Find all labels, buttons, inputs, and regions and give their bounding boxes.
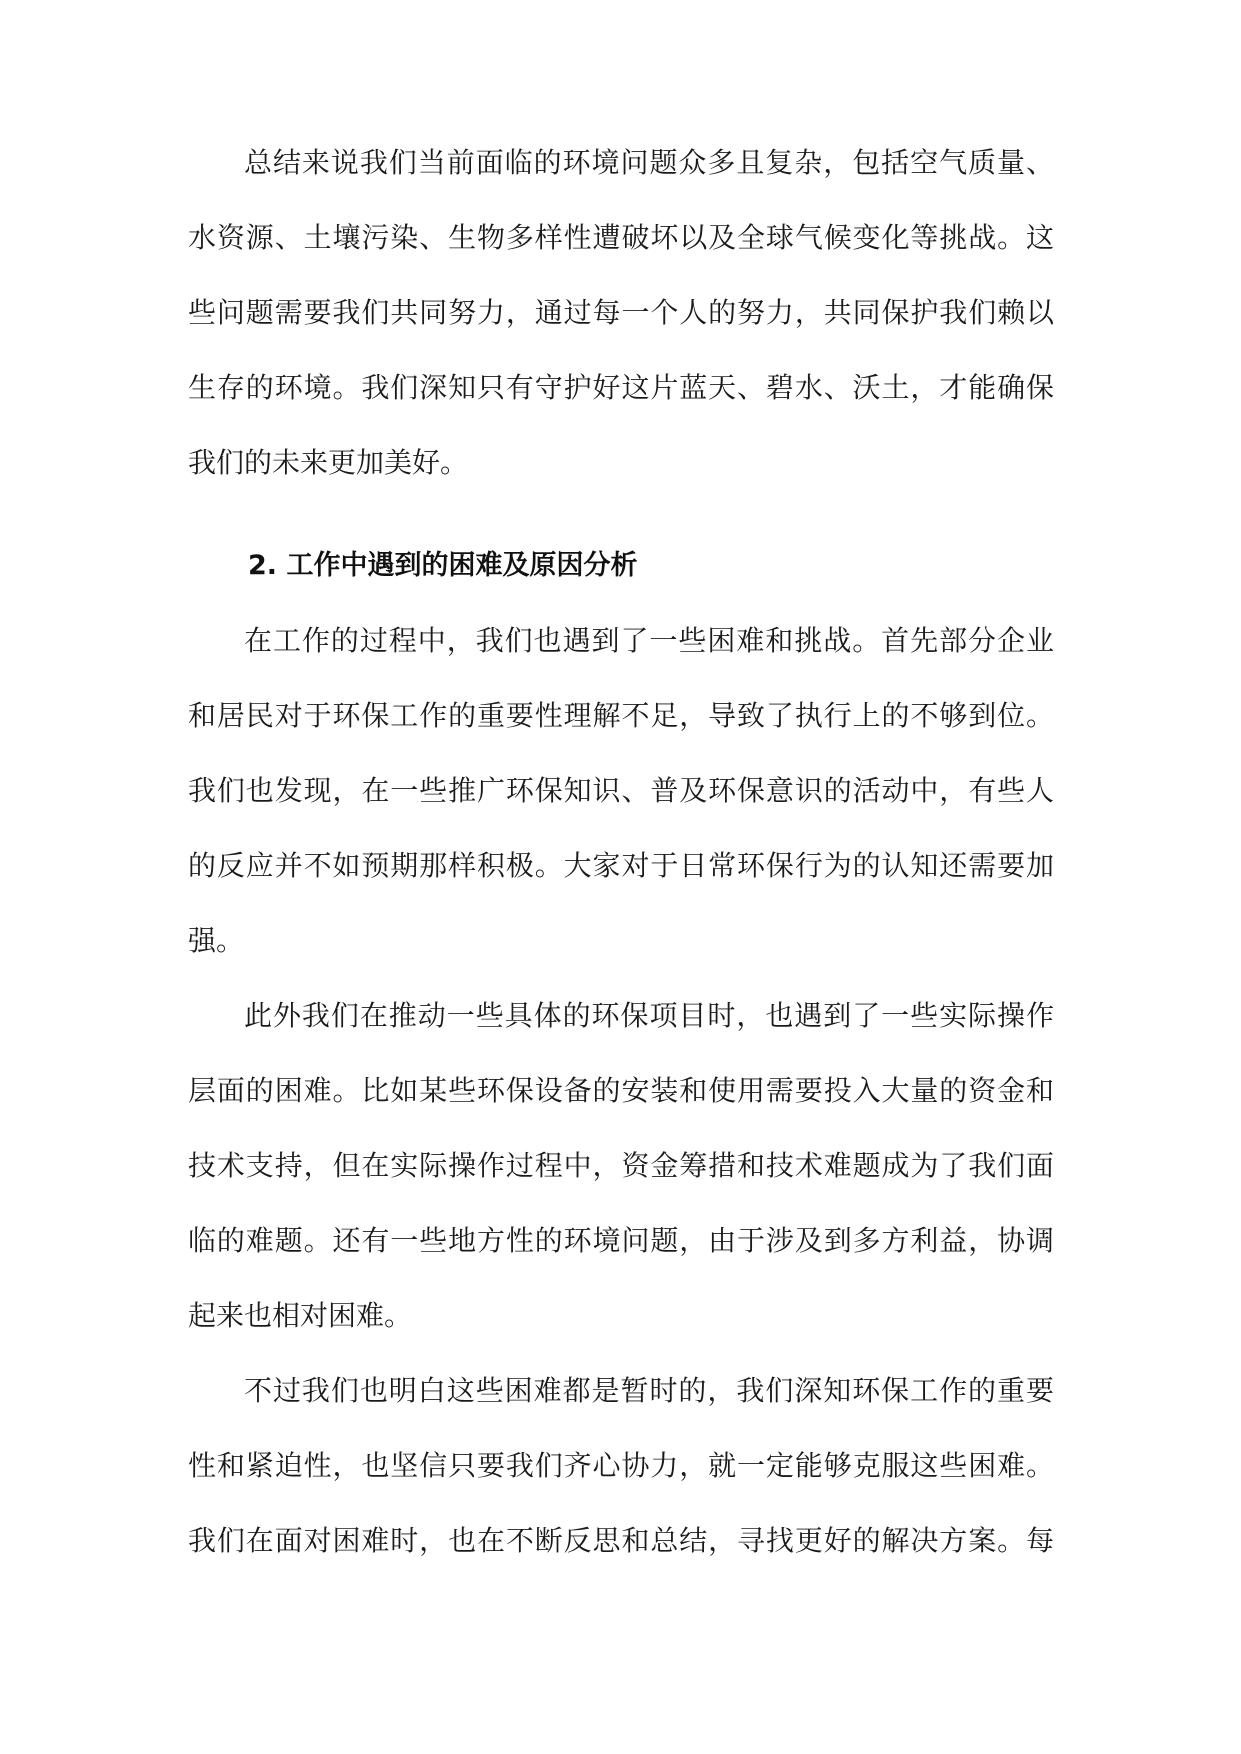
text-line: 技术支持，但在实际操作过程中，资金筹措和技术难题成为了我们面 [188,1149,1054,1182]
text-line: 总结来说我们当前面临的环境问题众多且复杂，包括空气质量、 [244,146,1054,179]
text-line: 和居民对于环保工作的重要性理解不足，导致了执行上的不够到位。 [188,699,1054,732]
text-line: 临的难题。还有一些地方性的环境问题，由于涉及到多方利益，协调 [188,1224,1054,1257]
text-line: 在工作的过程中，我们也遇到了一些困难和挑战。首先部分企业 [244,624,1054,657]
text-line: 不过我们也明白这些困难都是暂时的，我们深知环保工作的重要 [244,1374,1054,1407]
text-line: 层面的困难。比如某些环保设备的安装和使用需要投入大量的资金和 [188,1074,1054,1107]
text-line: 我们的未来更加美好。 [188,446,469,479]
section-heading: 2. 工作中遇到的困难及原因分析 [248,550,638,581]
text-line: 起来也相对困难。 [188,1299,413,1332]
text-line: 我们在面对困难时，也在不断反思和总结，寻找更好的解决方案。每 [188,1524,1054,1557]
text-line: 我们也发现，在一些推广环保知识、普及环保意识的活动中，有些人 [188,774,1054,807]
text-line: 水资源、土壤污染、生物多样性遭破坏以及全球气候变化等挑战。这 [188,221,1054,254]
text-line: 生存的环境。我们深知只有守护好这片蓝天、碧水、沃土，才能确保 [188,371,1054,404]
paragraph-summary [188,148,1054,523]
text-line: 些问题需要我们共同努力，通过每一个人的努力，共同保护我们赖以 [188,296,1054,329]
text-line: 性和紧迫性，也坚信只要我们齐心协力，就一定能够克服这些困难。 [188,1449,1054,1482]
text-line: 此外我们在推动一些具体的环保项目时，也遇到了一些实际操作 [244,999,1054,1032]
paragraph-operations [188,1001,1054,1376]
paragraph-difficulties [188,626,1054,1001]
section-spacer [188,523,1054,551]
text-line: 的反应并不如预期那样积极。大家对于日常环保行为的认知还需要加 [188,849,1054,882]
document-body [188,148,1054,1601]
paragraph-resolve [188,1376,1054,1601]
text-line: 强。 [188,924,245,957]
